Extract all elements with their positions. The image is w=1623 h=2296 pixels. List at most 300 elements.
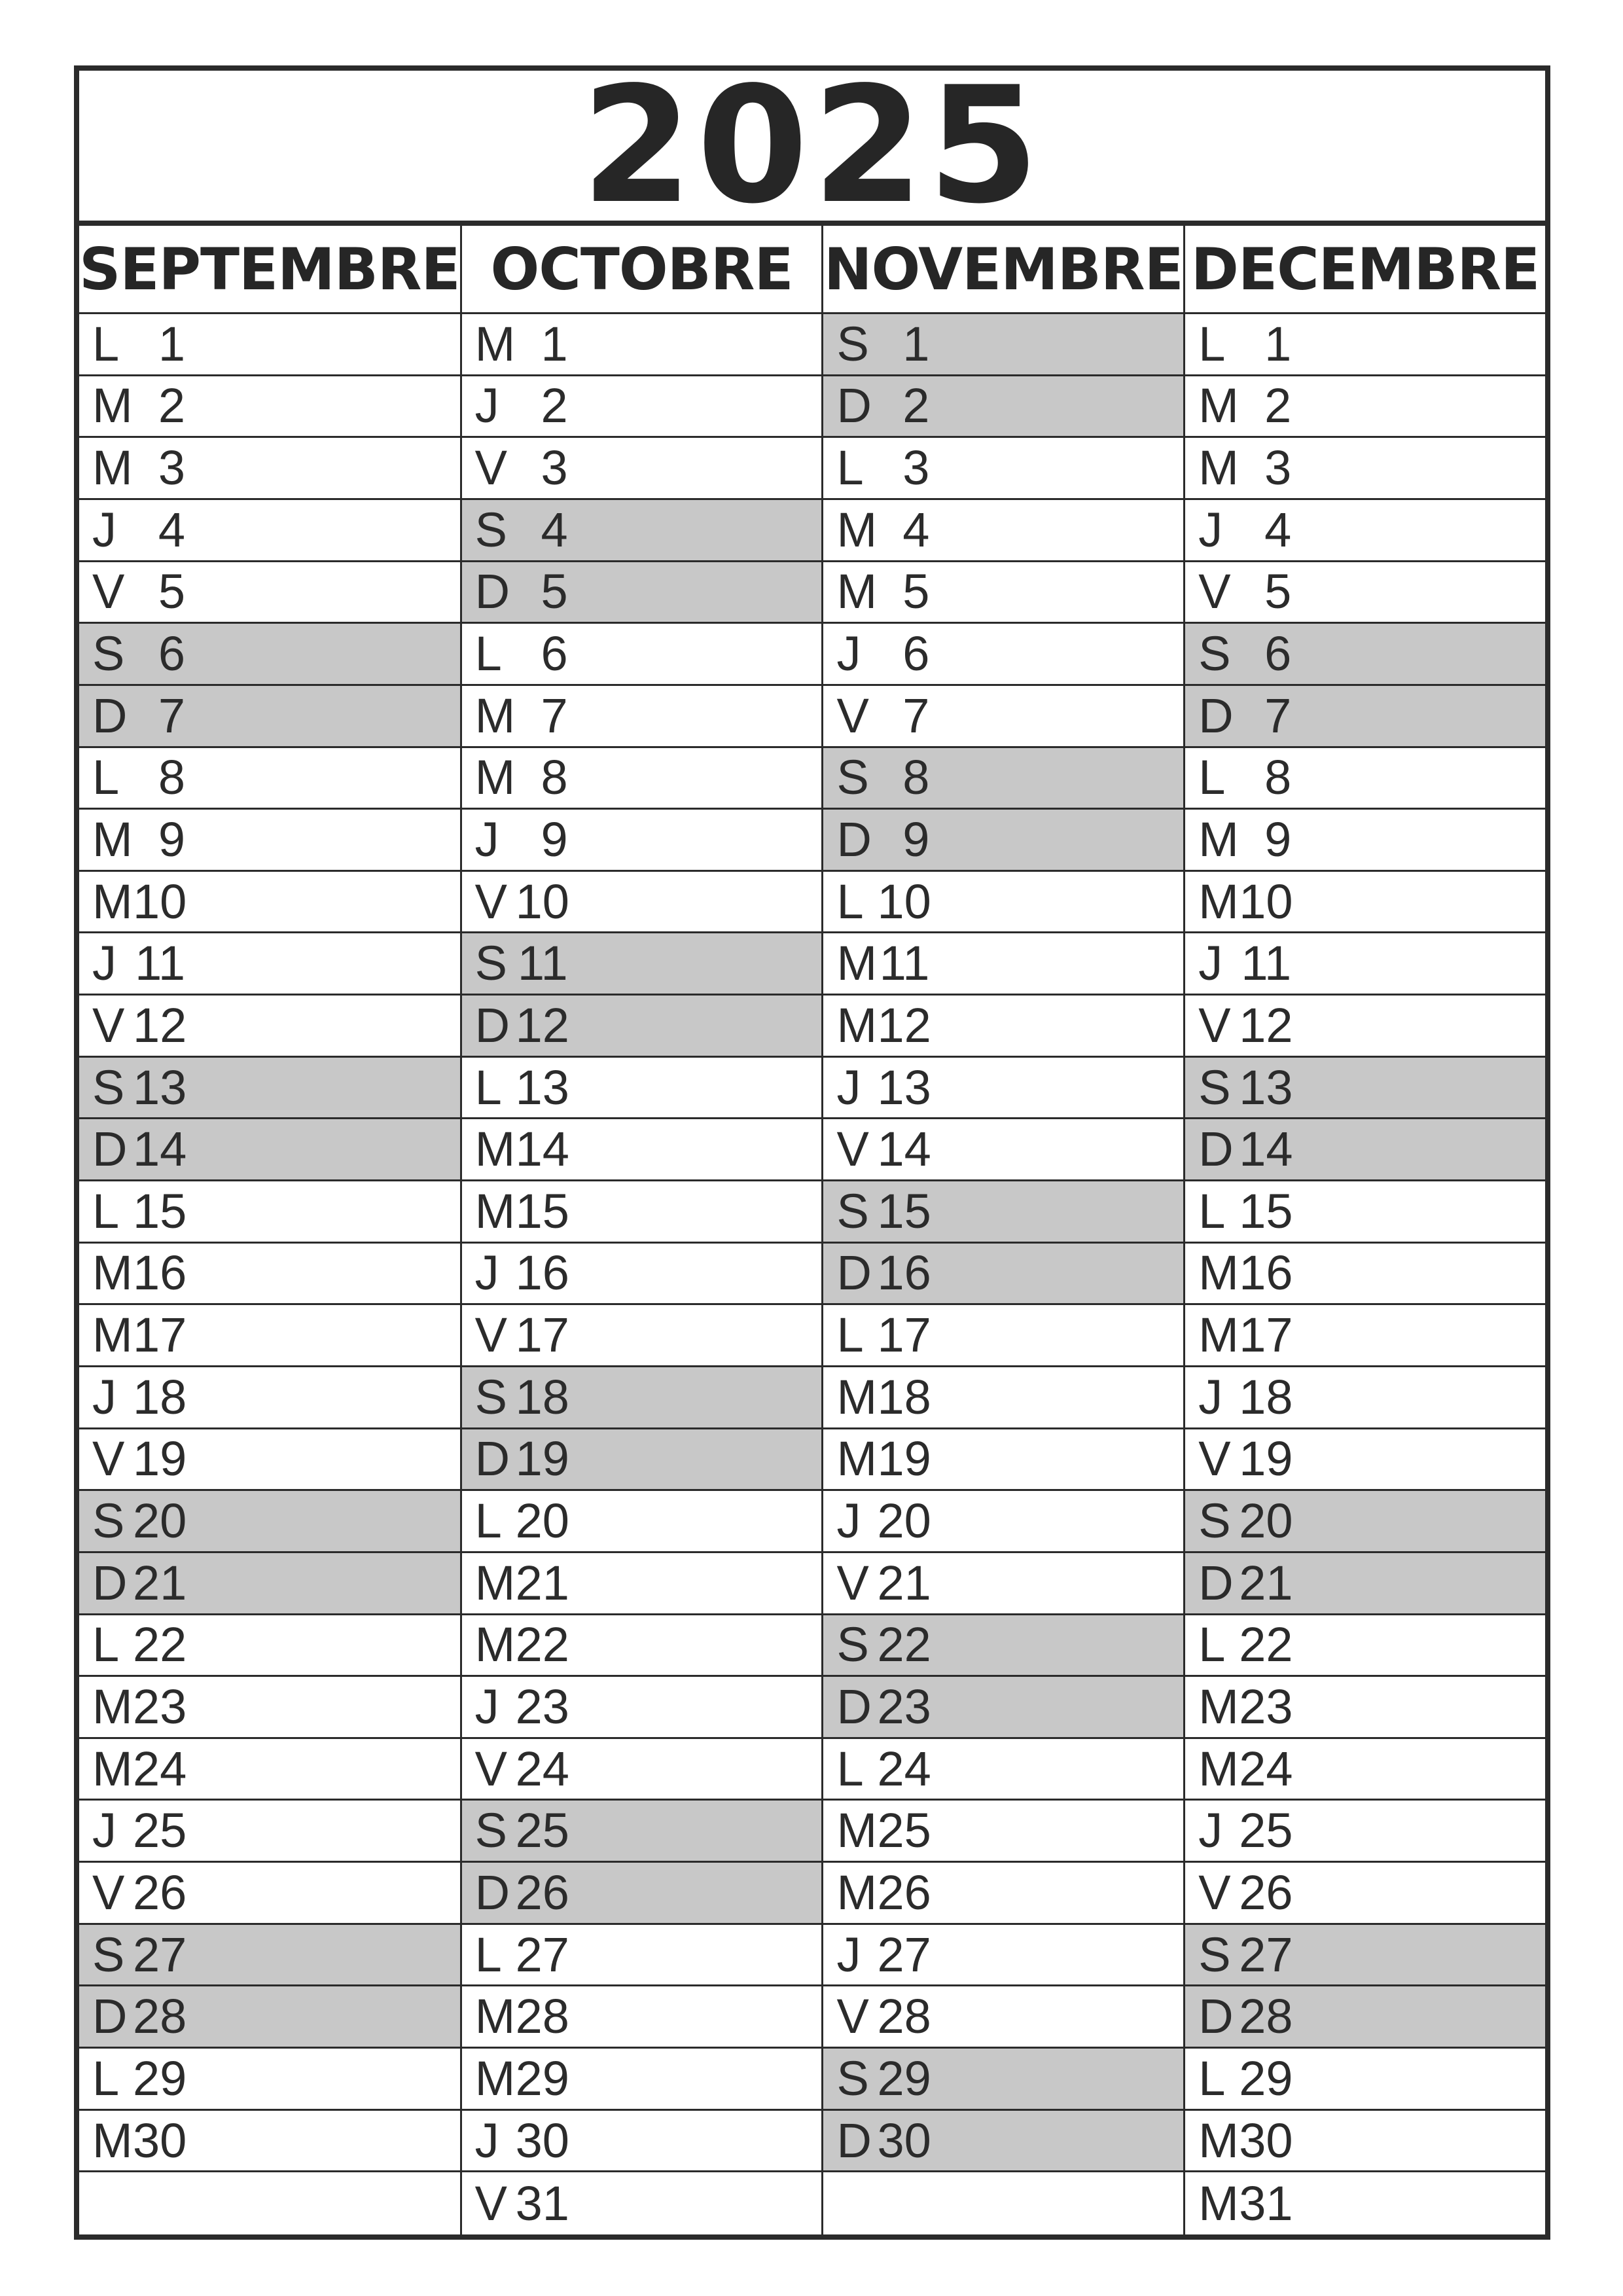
day-cell xyxy=(1185,1367,1545,1429)
weekday-letter: M xyxy=(1198,1308,1239,1363)
day-cell xyxy=(1185,438,1545,500)
day-cell xyxy=(462,624,822,686)
weekday-letter: M xyxy=(1198,2176,1239,2231)
day-number: 22 xyxy=(133,1617,187,1672)
day-number: 29 xyxy=(515,2051,569,2106)
day-number: 12 xyxy=(1239,997,1293,1052)
day-cell xyxy=(462,1491,822,1553)
day-cell xyxy=(823,1863,1183,1925)
weekend-day-cell xyxy=(79,1058,460,1120)
weekday-letter: L xyxy=(92,750,120,805)
weekday-letter: V xyxy=(92,1865,125,1920)
weekday-letter: D xyxy=(1198,688,1234,743)
day-number: 4 xyxy=(158,502,185,557)
day-number: 31 xyxy=(515,2176,569,2231)
weekday-letter: M xyxy=(1198,440,1239,495)
weekday-letter: L xyxy=(92,2051,120,2106)
day-number: 12 xyxy=(515,997,569,1052)
weekday-letter: S xyxy=(836,316,869,371)
day-number: 2 xyxy=(158,378,185,433)
day-number: 11 xyxy=(517,936,568,991)
day-number: 14 xyxy=(515,1122,569,1177)
weekend-day-cell xyxy=(823,2111,1183,2173)
day-cell xyxy=(1185,996,1545,1058)
weekday-letter: L xyxy=(92,1617,120,1672)
day-cell xyxy=(462,314,822,376)
weekday-letter: M xyxy=(92,2113,133,2168)
day-number: 23 xyxy=(1239,1679,1293,1734)
calendar-year-title: 2025 xyxy=(79,71,1545,226)
day-number: 8 xyxy=(1264,750,1292,805)
day-number: 7 xyxy=(902,688,930,743)
day-number: 4 xyxy=(1264,502,1292,557)
day-cell xyxy=(79,376,460,439)
day-cell xyxy=(823,438,1183,500)
day-number: 20 xyxy=(1239,1494,1293,1549)
day-number: 15 xyxy=(1239,1183,1293,1238)
weekday-letter: D xyxy=(836,1246,872,1300)
day-cell xyxy=(79,438,460,500)
weekend-day-cell xyxy=(823,376,1183,439)
weekday-letter: S xyxy=(92,626,125,681)
day-cell xyxy=(462,872,822,934)
weekday-letter: J xyxy=(836,1060,861,1115)
day-number: 2 xyxy=(1264,378,1292,433)
day-number: 10 xyxy=(133,874,187,929)
day-cell xyxy=(462,1925,822,1987)
day-number: 14 xyxy=(133,1122,187,1177)
day-number: 2 xyxy=(541,378,568,433)
day-number: 9 xyxy=(902,812,930,867)
day-number: 28 xyxy=(133,1989,187,2044)
weekday-letter: M xyxy=(836,1803,878,1858)
weekday-letter: L xyxy=(836,874,864,929)
day-number: 8 xyxy=(902,750,930,805)
day-cell xyxy=(462,1305,822,1367)
day-number: 9 xyxy=(541,812,568,867)
weekday-letter: V xyxy=(474,2176,508,2231)
day-number: 6 xyxy=(541,626,568,681)
day-number: 23 xyxy=(133,1679,187,1734)
weekday-letter: D xyxy=(1198,1122,1234,1177)
day-cell xyxy=(79,1677,460,1739)
weekday-letter: V xyxy=(92,564,125,619)
day-number: 19 xyxy=(515,1431,569,1486)
weekday-letter: D xyxy=(92,1989,128,2044)
day-cell xyxy=(462,376,822,439)
day-cell xyxy=(462,810,822,872)
weekend-day-cell xyxy=(462,1801,822,1863)
day-number: 18 xyxy=(1239,1369,1293,1424)
weekday-letter: J xyxy=(1198,502,1223,557)
month-header: OCTOBRE xyxy=(462,226,822,314)
day-cell xyxy=(462,1739,822,1801)
day-cell xyxy=(1185,314,1545,376)
day-cell xyxy=(462,1181,822,1244)
weekday-letter: M xyxy=(836,1369,878,1424)
day-number: 25 xyxy=(133,1803,187,1858)
weekday-letter: V xyxy=(836,1122,869,1177)
day-number: 22 xyxy=(1239,1617,1293,1672)
weekend-day-cell xyxy=(823,810,1183,872)
day-number: 29 xyxy=(1239,2051,1293,2106)
weekday-letter: D xyxy=(92,688,128,743)
day-cell xyxy=(79,1801,460,1863)
day-cell xyxy=(1185,1305,1545,1367)
day-cell xyxy=(823,933,1183,996)
day-number: 22 xyxy=(877,1617,931,1672)
day-number: 15 xyxy=(515,1183,569,1238)
weekday-letter: J xyxy=(1198,936,1223,991)
month-column xyxy=(821,226,1183,2234)
day-cell xyxy=(79,1181,460,1244)
day-number: 1 xyxy=(541,316,568,371)
weekend-day-cell xyxy=(79,1925,460,1987)
weekday-letter: L xyxy=(474,1927,502,1982)
weekday-letter: V xyxy=(1198,997,1231,1052)
weekday-letter: D xyxy=(474,997,510,1052)
day-number: 18 xyxy=(877,1369,931,1424)
weekday-letter: D xyxy=(836,812,872,867)
day-cell xyxy=(823,562,1183,624)
weekday-letter: L xyxy=(1198,1183,1226,1238)
day-number: 7 xyxy=(1264,688,1292,743)
day-number: 17 xyxy=(515,1308,569,1363)
weekend-day-cell xyxy=(79,1986,460,2049)
day-number: 4 xyxy=(902,502,930,557)
weekday-letter: M xyxy=(92,1741,133,1796)
day-cell xyxy=(79,500,460,562)
day-cell xyxy=(462,1058,822,1120)
day-cell xyxy=(823,1305,1183,1367)
day-cell xyxy=(823,1986,1183,2049)
day-number: 16 xyxy=(133,1246,187,1300)
weekday-letter: S xyxy=(1198,626,1231,681)
day-cell xyxy=(79,2049,460,2111)
weekday-letter: M xyxy=(474,2051,516,2106)
weekday-letter: L xyxy=(1198,750,1226,805)
day-cell xyxy=(79,1615,460,1677)
day-cell xyxy=(1185,2111,1545,2173)
day-cell xyxy=(79,2111,460,2173)
weekday-letter: M xyxy=(1198,1246,1239,1300)
day-cell xyxy=(823,1553,1183,1615)
day-number: 30 xyxy=(133,2113,187,2168)
day-number: 24 xyxy=(133,1741,187,1796)
weekday-letter: M xyxy=(474,688,516,743)
day-number: 18 xyxy=(133,1369,187,1424)
weekday-letter: J xyxy=(92,936,116,991)
weekday-letter: V xyxy=(1198,564,1231,619)
day-number: 28 xyxy=(515,1989,569,2044)
weekday-letter: J xyxy=(1198,1803,1223,1858)
weekday-letter: M xyxy=(1198,378,1239,433)
day-number: 25 xyxy=(877,1803,931,1858)
day-number: 1 xyxy=(902,316,930,371)
day-number: 6 xyxy=(1264,626,1292,681)
day-number: 28 xyxy=(877,1989,931,2044)
day-cell xyxy=(79,872,460,934)
day-cell xyxy=(823,1429,1183,1492)
weekday-letter: S xyxy=(474,502,508,557)
day-number: 29 xyxy=(877,2051,931,2106)
day-number: 5 xyxy=(541,564,568,619)
day-cell xyxy=(79,1305,460,1367)
day-cell xyxy=(79,562,460,624)
months-grid xyxy=(79,226,1545,2234)
weekend-day-cell xyxy=(79,1491,460,1553)
day-number: 5 xyxy=(902,564,930,619)
day-number: 30 xyxy=(515,2113,569,2168)
weekend-day-cell xyxy=(1185,624,1545,686)
weekday-letter: J xyxy=(474,812,499,867)
weekday-letter: D xyxy=(836,2113,872,2168)
day-cell xyxy=(462,2111,822,2173)
day-cell xyxy=(823,2172,1183,2234)
day-cell xyxy=(1185,1244,1545,1306)
weekday-letter: M xyxy=(92,1308,133,1363)
day-number: 14 xyxy=(1239,1122,1293,1177)
weekday-letter: M xyxy=(836,564,878,619)
day-number: 11 xyxy=(1241,936,1292,991)
day-number: 31 xyxy=(1239,2176,1293,2231)
day-cell xyxy=(462,2172,822,2234)
day-number: 12 xyxy=(877,997,931,1052)
weekday-letter: V xyxy=(836,688,869,743)
day-number: 25 xyxy=(515,1803,569,1858)
day-number: 17 xyxy=(133,1308,187,1363)
day-number: 15 xyxy=(133,1183,187,1238)
day-number: 8 xyxy=(158,750,185,805)
day-cell xyxy=(1185,933,1545,996)
day-number: 21 xyxy=(877,1555,931,1610)
day-number: 5 xyxy=(1264,564,1292,619)
weekday-letter: M xyxy=(92,378,133,433)
day-cell xyxy=(79,2172,460,2234)
day-cell xyxy=(1185,1615,1545,1677)
weekday-letter: J xyxy=(1198,1369,1223,1424)
weekend-day-cell xyxy=(79,1553,460,1615)
weekday-letter: M xyxy=(474,1989,516,2044)
weekend-day-cell xyxy=(79,1119,460,1181)
weekday-letter: M xyxy=(836,997,878,1052)
day-number: 6 xyxy=(158,626,185,681)
weekday-letter: S xyxy=(1198,1927,1231,1982)
weekend-day-cell xyxy=(823,1181,1183,1244)
weekend-day-cell xyxy=(823,1615,1183,1677)
day-cell xyxy=(462,1615,822,1677)
day-cell xyxy=(79,1429,460,1492)
day-number: 19 xyxy=(133,1431,187,1486)
day-cell xyxy=(79,996,460,1058)
day-cell xyxy=(462,438,822,500)
day-number: 26 xyxy=(877,1865,931,1920)
day-number: 16 xyxy=(877,1246,931,1300)
month-header: SEPTEMBRE xyxy=(79,226,460,314)
day-number: 27 xyxy=(877,1927,931,1982)
day-number: 28 xyxy=(1239,1989,1293,2044)
day-number: 11 xyxy=(135,936,185,991)
day-cell xyxy=(79,748,460,810)
day-cell xyxy=(462,1119,822,1181)
weekend-day-cell xyxy=(79,624,460,686)
day-cell xyxy=(823,872,1183,934)
weekend-day-cell xyxy=(1185,1058,1545,1120)
day-number: 9 xyxy=(158,812,185,867)
weekday-letter: V xyxy=(92,997,125,1052)
day-number: 27 xyxy=(1239,1927,1293,1982)
day-cell xyxy=(823,1925,1183,1987)
day-number: 13 xyxy=(133,1060,187,1115)
day-number: 13 xyxy=(515,1060,569,1115)
weekday-letter: J xyxy=(92,1803,116,1858)
weekday-letter: V xyxy=(92,1431,125,1486)
day-number: 23 xyxy=(877,1679,931,1734)
weekend-day-cell xyxy=(1185,1553,1545,1615)
weekday-letter: L xyxy=(474,626,502,681)
day-cell xyxy=(1185,748,1545,810)
weekday-letter: S xyxy=(92,1927,125,1982)
day-cell xyxy=(79,933,460,996)
day-cell xyxy=(462,1677,822,1739)
weekend-day-cell xyxy=(1185,1491,1545,1553)
day-cell xyxy=(1185,1863,1545,1925)
day-number: 29 xyxy=(133,2051,187,2106)
day-cell xyxy=(823,686,1183,748)
weekday-letter: V xyxy=(474,874,508,929)
weekday-letter: L xyxy=(474,1494,502,1549)
day-cell xyxy=(823,1058,1183,1120)
weekday-letter: M xyxy=(1198,812,1239,867)
day-cell xyxy=(79,314,460,376)
day-number: 24 xyxy=(877,1741,931,1796)
calendar-frame xyxy=(74,52,1550,2240)
day-number: 8 xyxy=(541,750,568,805)
weekday-letter: V xyxy=(474,1308,508,1363)
day-number: 21 xyxy=(1239,1555,1293,1610)
day-cell xyxy=(823,500,1183,562)
weekend-day-cell xyxy=(823,2049,1183,2111)
weekday-letter: L xyxy=(836,440,864,495)
day-number: 19 xyxy=(1239,1431,1293,1486)
weekday-letter: S xyxy=(92,1060,125,1115)
weekend-day-cell xyxy=(462,562,822,624)
weekday-letter: V xyxy=(474,1741,508,1796)
weekday-letter: S xyxy=(836,2051,869,2106)
weekday-letter: J xyxy=(836,1927,861,1982)
weekday-letter: S xyxy=(836,1617,869,1672)
day-cell xyxy=(79,810,460,872)
day-number: 25 xyxy=(1239,1803,1293,1858)
weekday-letter: S xyxy=(92,1494,125,1549)
weekday-letter: L xyxy=(836,1308,864,1363)
day-number: 16 xyxy=(515,1246,569,1300)
weekend-day-cell xyxy=(1185,1119,1545,1181)
day-number: 13 xyxy=(1239,1060,1293,1115)
day-number: 20 xyxy=(877,1494,931,1549)
weekday-letter: M xyxy=(92,874,133,929)
weekday-letter: J xyxy=(474,1246,499,1300)
day-cell xyxy=(79,1863,460,1925)
day-number: 7 xyxy=(158,688,185,743)
day-cell xyxy=(79,1244,460,1306)
weekday-letter: M xyxy=(836,502,878,557)
day-number: 21 xyxy=(133,1555,187,1610)
day-number: 30 xyxy=(1239,2113,1293,2168)
day-cell xyxy=(462,1244,822,1306)
day-number: 7 xyxy=(541,688,568,743)
day-number: 26 xyxy=(133,1865,187,1920)
day-number: 24 xyxy=(515,1741,569,1796)
day-number: 22 xyxy=(515,1617,569,1672)
weekend-day-cell xyxy=(462,1367,822,1429)
day-cell xyxy=(462,1553,822,1615)
weekday-letter: L xyxy=(1198,2051,1226,2106)
month-column xyxy=(1183,226,1545,2234)
day-number: 21 xyxy=(515,1555,569,1610)
weekday-letter: M xyxy=(474,750,516,805)
day-cell xyxy=(1185,1429,1545,1492)
day-cell xyxy=(462,1986,822,2049)
weekday-letter: D xyxy=(474,564,510,619)
weekday-letter: M xyxy=(1198,874,1239,929)
day-cell xyxy=(823,624,1183,686)
day-cell xyxy=(462,2049,822,2111)
weekend-day-cell xyxy=(462,1429,822,1492)
day-number: 1 xyxy=(158,316,185,371)
weekday-letter: M xyxy=(92,1246,133,1300)
day-cell xyxy=(823,996,1183,1058)
day-number: 15 xyxy=(877,1183,931,1238)
weekday-letter: J xyxy=(836,1494,861,1549)
weekend-day-cell xyxy=(462,1863,822,1925)
day-number: 14 xyxy=(877,1122,931,1177)
weekday-letter: M xyxy=(92,440,133,495)
day-number: 3 xyxy=(1264,440,1292,495)
month-header: DECEMBRE xyxy=(1185,226,1545,314)
weekday-letter: D xyxy=(836,1679,872,1734)
weekday-letter: S xyxy=(1198,1060,1231,1115)
weekday-letter: D xyxy=(474,1865,510,1920)
day-cell xyxy=(823,1119,1183,1181)
weekday-letter: J xyxy=(474,378,499,433)
day-number: 10 xyxy=(515,874,569,929)
day-number: 2 xyxy=(902,378,930,433)
weekday-letter: M xyxy=(1198,1679,1239,1734)
day-number: 10 xyxy=(877,874,931,929)
weekday-letter: M xyxy=(836,1865,878,1920)
weekday-letter: M xyxy=(474,1122,516,1177)
weekend-day-cell xyxy=(823,748,1183,810)
weekday-letter: V xyxy=(836,1555,869,1610)
weekday-letter: L xyxy=(92,316,120,371)
day-number: 20 xyxy=(133,1494,187,1549)
weekday-letter: S xyxy=(474,936,508,991)
day-cell xyxy=(79,1367,460,1429)
weekday-letter: D xyxy=(92,1122,128,1177)
day-cell xyxy=(1185,562,1545,624)
weekend-day-cell xyxy=(823,1244,1183,1306)
day-cell xyxy=(1185,1739,1545,1801)
day-number: 5 xyxy=(158,564,185,619)
day-cell xyxy=(462,686,822,748)
day-number: 3 xyxy=(158,440,185,495)
month-column xyxy=(79,226,460,2234)
weekday-letter: M xyxy=(1198,1741,1239,1796)
day-number: 26 xyxy=(515,1865,569,1920)
weekday-letter: S xyxy=(474,1369,508,1424)
weekday-letter: V xyxy=(836,1989,869,2044)
